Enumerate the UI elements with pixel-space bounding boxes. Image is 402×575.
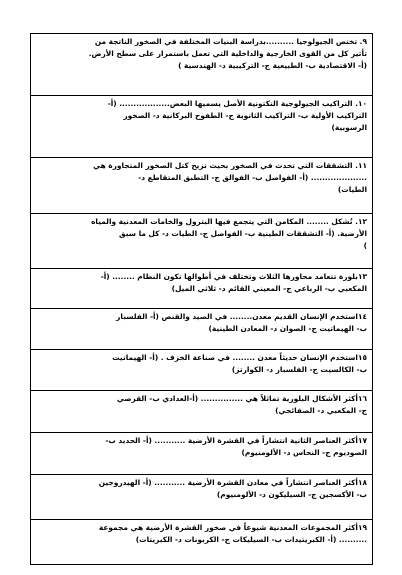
question-row: [31, 350, 372, 391]
questions-table: [30, 33, 373, 565]
question-row: [31, 391, 372, 433]
question-line: .................... (أ- الفواصل ب- الفوالق ج- التطبق المتقاطع د-: [138, 173, 367, 183]
question-line: ١١. التشققات التي تحدث في الصخور بحيث تزيح كتل الصخور المتجاورة هي: [93, 161, 367, 170]
question-row: [31, 158, 372, 214]
question-line: ١٤استخدم الإنسان القديم معدن........ في الصيد والقنص (أ- الفلسبار: [116, 312, 367, 321]
question-line: ج- المكعبي د- الصفائحي): [275, 406, 367, 416]
question-row: [31, 96, 372, 158]
question-row: [31, 475, 372, 520]
question-line: ٩. تختص الجيولوجيا ..........بدراسة البنيات المختلفة في الصخور الناتجة من: [94, 37, 367, 46]
question-line: تأثير كل من القوى الخارجية والداخلية التي تعمل باستمرار على سطح الأرض.: [88, 49, 367, 59]
question-line: ب- الهيماتيت ج- الصوان د- المعادن الطينية): [208, 324, 367, 334]
question-row: [31, 520, 372, 564]
question-line: التراكيب الأولية ب- التراكيب الثانوية ج- الطفوح البركانية د- الصخور: [123, 111, 367, 121]
question-line: الرسوبية): [331, 123, 367, 133]
question-line: ١٠. التراكيب الجيولوجية التكتونية الأصل يسميها البعض.................. (أ-: [107, 99, 367, 108]
question-line: ١٨أكثر العناصر انتشاراً في معادن القشرة الأرضية ........... (أ- الهيدروجين: [98, 478, 367, 487]
question-row: [31, 214, 372, 269]
question-line: الطيات): [337, 185, 367, 195]
question-line: ): [363, 241, 367, 251]
question-line: ١٣بلورة تتعامد محاورها الثلاث وتختلف في أطوالها تكون النظام ........ (أ-: [100, 272, 367, 281]
question-line: ١٩أكثر المجموعات المعدنية شيوعاً في صخور القشرة الأرضية هي مجموعة: [98, 523, 367, 532]
question-line: ١٦أكثر الأشكال البلورية تماثلاً هي ............... (أ-العدادي ب- القرصي: [116, 394, 367, 403]
question-line: ١٥استخدم الإنسان حديثاً معدن ........ في صناعة الخزف . (أ- الهيماتيت: [112, 353, 367, 362]
question-line: ب- الأكسجين ج- السيليكون د- الألومنيوم): [216, 490, 367, 500]
question-line: .......... (أ- الكبريتيدات ب- السيليكات ج- الكربونات د- الكبريتات): [135, 535, 367, 545]
question-line: (أ- الاقتصادية ب- الطبيعية ج- التركيبية د- الهندسية ): [178, 61, 367, 71]
question-row: [31, 433, 372, 475]
question-line: ١٧أكثر العناصر الثانية انتشاراً في القشرة الأرضية ........... (أ- الحديد ب-: [105, 436, 367, 445]
question-row: [31, 269, 372, 309]
question-line: الصوديوم ج- النحاس د- الألومنيوم): [241, 448, 367, 458]
question-row: [31, 309, 372, 350]
question-line: ١٢. تُشكل ........ المكامن التي يتجمع فيها البترول والخامات المعدنية والمياه: [91, 217, 367, 226]
question-row: [31, 34, 372, 96]
question-line: الأرضية. (أ- التشققات الطينية ب- الفواصل ج- الطيات د- كل ما سبق: [119, 229, 367, 239]
question-line: ب- الكالسيت ج- الفلسبار د- الكوارتز): [231, 365, 367, 375]
question-line: المكعبي ب- الرباعي ج- المعيني القائم د- ثلاثي الميل): [171, 284, 367, 294]
